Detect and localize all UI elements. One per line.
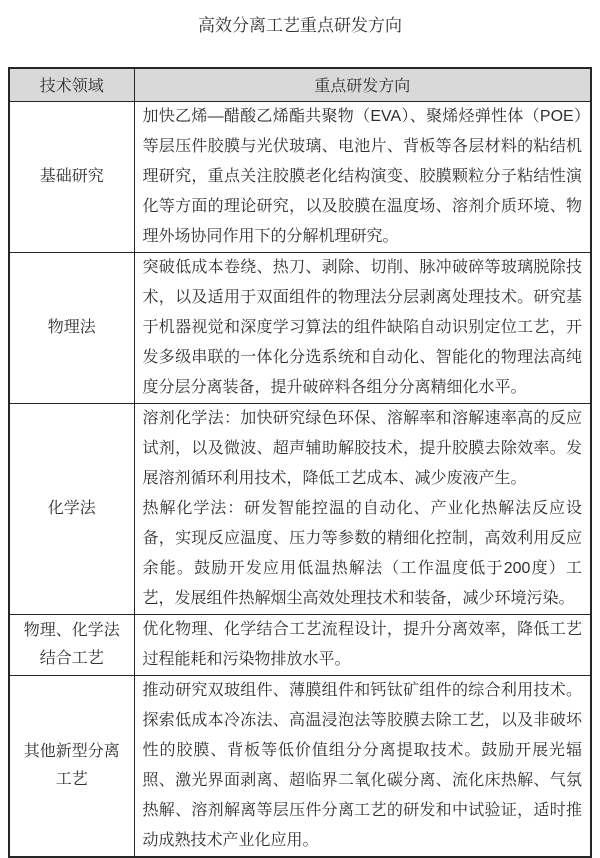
direction-paragraph: 热解化学法：研发智能控温的自动化、产业化热解法反应设备，实现反应温度、压力等参数的精细化控制，高效利用反应余能。鼓励开发应用低温热解法（工作温度低于200度）工艺，发展组件热解烟尘高效处理技术和装备，减少环境污染。 [142, 499, 582, 607]
directions-cell [134, 252, 591, 403]
directions-cell [134, 101, 591, 252]
table-row [9, 614, 591, 675]
direction-paragraph: 优化物理、化学结合工艺流程设计，提升分离效率，降低工艺过程能耗和污染物排放水平。 [142, 620, 582, 668]
directions-cell [134, 403, 591, 614]
direction-paragraph: 溶剂化学法：加快研究绿色环保、溶解率和溶解速率高的反应试剂，以及微波、超声辅助解胶技术，提升胶膜去除效率。发展溶剂循环利用技术，降低工艺成本、减少废液产生。 [142, 409, 582, 487]
field-cell: 物理、化学法结合工艺 [9, 614, 134, 675]
field-cell: 其他新型分离工艺 [9, 675, 134, 857]
field-cell: 物理法 [9, 252, 134, 403]
page-title: 高效分离工艺重点研发方向 [198, 16, 402, 35]
field-cell: 基础研究 [9, 101, 134, 252]
direction-paragraph: 推动研究双玻组件、薄膜组件和钙钛矿组件的综合利用技术。探索低成本冷冻法、高温浸泡法等胶膜去除工艺，以及非破坏性的胶膜、背板等低价值组分分离提取技术。鼓励开展光辐照、激光界面剥离、超临界二氧化碳分离、流化床热解、气氛热解、溶剂解离等层压件分离工艺的研发和中试验证，适时推动成熟技术产业化应用。 [142, 681, 582, 849]
directions-cell [134, 675, 591, 857]
directions-cell [134, 614, 591, 675]
field-cell: 化学法 [9, 403, 134, 614]
table-body [9, 101, 591, 857]
table-row [9, 101, 591, 252]
table-row [9, 675, 591, 857]
table-row [9, 403, 591, 614]
table-header-row [9, 68, 591, 101]
column-header-field: 技术领域 [9, 68, 134, 101]
direction-paragraph: 加快乙烯—醋酸乙烯酯共聚物（EVA）、聚烯烃弹性体（POE）等层压件胶膜与光伏玻璃、电池片、背板等各层材料的粘结机理研究，重点关注胶膜老化结构演变、胶膜颗粒分子粘结性演化等方面的理论研究，以及胶膜在温度场、溶剂介质环境、物理外场协同作用下的分解机理研究。 [142, 107, 582, 245]
column-header-directions: 重点研发方向 [134, 68, 591, 101]
table-row [9, 252, 591, 403]
rd-directions-table [8, 67, 592, 858]
direction-paragraph: 突破低成本卷绕、热刀、剥除、切削、脉冲破碎等玻璃脱除技术，以及适用于双面组件的物理法分层剥离处理技术。研究基于机器视觉和深度学习算法的组件缺陷自动识别定位工艺，开发多级串联的一体化分选系统和自动化、智能化的物理法高纯度分层分离装备，提升破碎料各组分分离精细化水平。 [142, 258, 582, 396]
